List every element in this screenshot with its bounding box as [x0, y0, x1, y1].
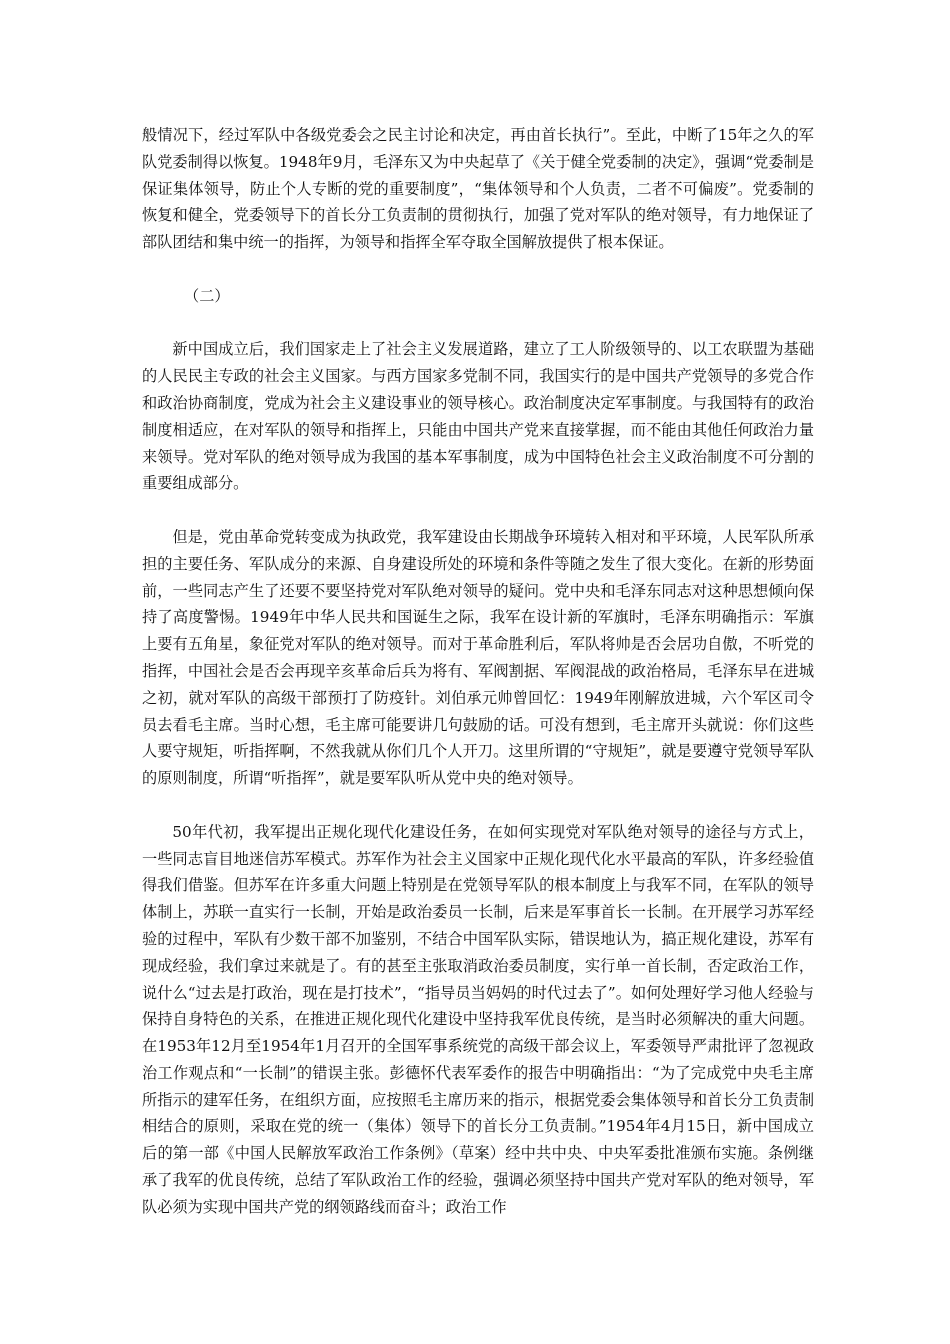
paragraph: 但是，党由革命党转变成为执政党，我军建设由长期战争环境转入相对和平环境，人民军队所承担的主要任务、军队成分的来源、自身建设所处的环境和条件等随之发生了很大变化。在新的形势面前，一些同志产生了还要不要坚持党对军队绝对领导的疑问。党中央和毛泽东同志对这种思想倾向保持了高度警惕。1949年中华人民共和国诞生之际，我军在设计新的军旗时，毛泽东明确指示：军旗上要有五角星，象征党对军队的绝对领导。而对于革命胜利后，军队将帅是否会居功自傲，不听党的指挥，中国社会是否会再现辛亥革命后兵为将有、军阀割据、军阀混战的政治格局，毛泽东早在进城之初，就对军队的高级干部预打了防疫针。刘伯承元帅曾回忆：1949年刚解放进城，六个军区司令员去看毛主席。当时心想，毛主席可能要讲几句鼓励的话。可没有想到，毛主席开头就说：你们这些人要守规矩，听指挥啊，不然我就从你们几个人开刀。这里所谓的“守规矩”，就是要遵守党领导军队的原则制度，所谓“听指挥”，就是要军队听从党中央的绝对领导。	[142, 527, 814, 788]
paragraph-spacer	[142, 310, 814, 337]
paragraph-spacer	[142, 256, 814, 283]
document-page	[142, 122, 814, 1221]
section-heading: （二）	[184, 286, 230, 305]
paragraph-continuation: 般情况下，经过军队中各级党委会之民主讨论和决定，再由首长执行”。至此，中断了15年之久的军队党委制得以恢复。1948年9月，毛泽东又为中央起草了《关于健全党委制的决定》，强调“党委制是保证集体领导，防止个人专断的党的重要制度”，“集体领导和个人负责，二者不可偏废”。党委制的恢复和健全，党委领导下的首长分工负责制的贯彻执行，加强了党对军队的绝对领导，有力地保证了部队团结和集中统一的指挥，为领导和指挥全军夺取全国解放提供了根本保证。	[142, 126, 814, 252]
paragraph: 新中国成立后，我们国家走上了社会主义发展道路，建立了工人阶级领导的、以工农联盟为基础的人民民主专政的社会主义国家。与西方国家多党制不同，我国实行的是中国共产党领导的多党合作和政治协商制度，党成为社会主义建设事业的领导核心。政治制度决定军事制度。与我国特有的政治制度相适应，在对军队的领导和指挥上，只能由中国共产党来直接掌握，而不能由其他任何政治力量来领导。党对军队的绝对领导成为我国的基本军事制度，成为中国特色社会主义政治制度不可分割的重要组成部分。	[142, 340, 814, 493]
paragraph-spacer	[142, 792, 814, 819]
paragraph-spacer	[142, 497, 814, 524]
paragraph: 50年代初，我军提出正规化现代化建设任务，在如何实现党对军队绝对领导的途径与方式上，一些同志盲目地迷信苏军模式。苏军作为社会主义国家中正规化现代化水平最高的军队，许多经验值得我们借鉴。但苏军在许多重大问题上特别是在党领导军队的根本制度上与我军不同，在军队的领导体制上，苏联一直实行一长制，开始是政治委员一长制，后来是军事首长一长制。在开展学习苏军经验的过程中，军队有少数干部不加鉴别，不结合中国军队实际，错误地认为，搞正规化建设，苏军有现成经验，我们拿过来就是了。有的甚至主张取消政治委员制度，实行单一首长制，否定政治工作，说什么“过去是打政治，现在是打技术”，“指导员当妈妈的时代过去了”。如何处理好学习他人经验与保持自身特色的关系，在推进正规化现代化建设中坚持我军优良传统，是当时必须解决的重大问题。在1953年12月至1954年1月召开的全国军事系统党的高级干部会议上，军委领导严肃批评了忽视政治工作观点和“一长制”的错误主张。彭德怀代表军委作的报告中明确指出：“为了完成党中央毛主席所指示的建军任务，在组织方面，应按照毛主席历来的指示，根据党委会集体领导和首长分工负责制相结合的原则，采取在党的统一（集体）领导下的首长分工负责制。”1954年4月15日，新中国成立后的第一部《中国人民解放军政治工作条例》（草案）经中共中央、中央军委批准颁布实施。条例继承了我军的优良传统，总结了军队政治工作的经验，强调必须坚持中国共产党对军队的绝对领导，军队必须为实现中国共产党的纲领路线而奋斗；政治工作	[142, 822, 814, 1216]
